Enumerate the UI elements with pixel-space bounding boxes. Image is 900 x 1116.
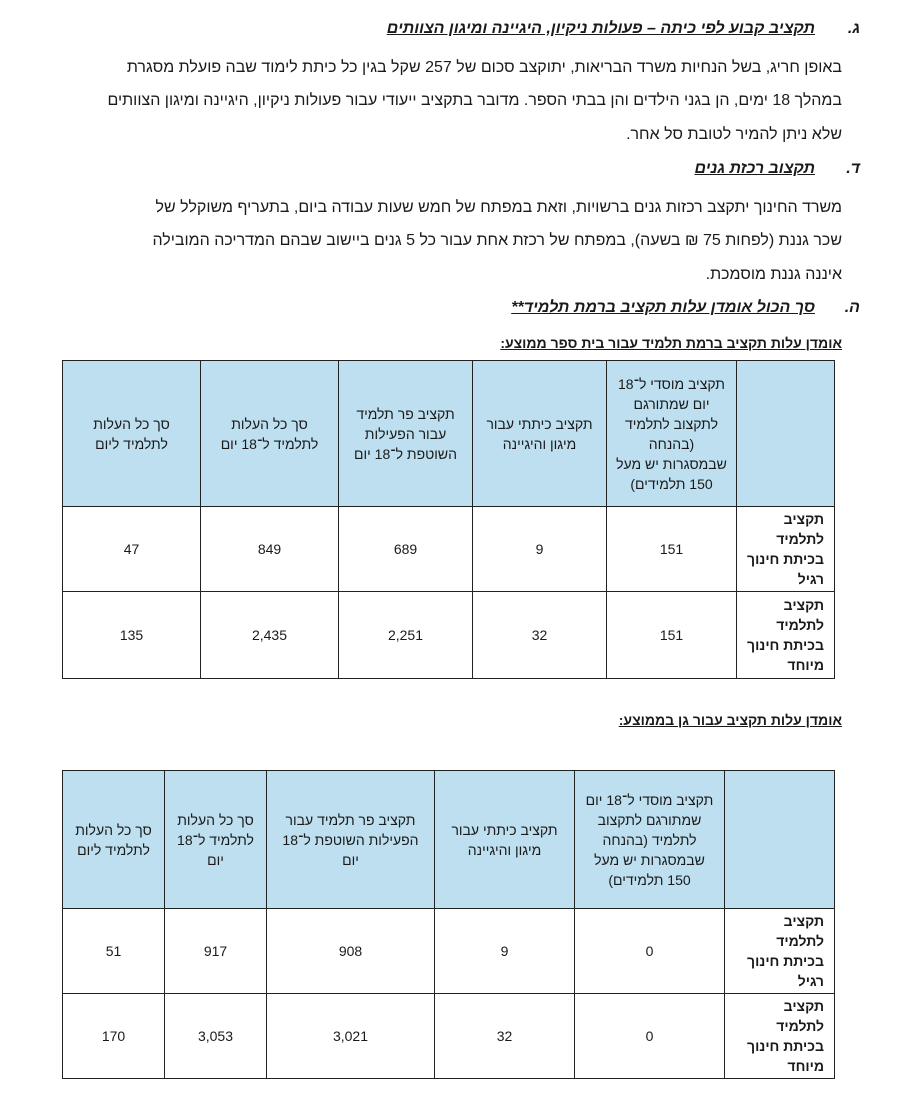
header-total-per-day: סך כל העלות לתלמיד ליום — [63, 361, 201, 507]
cell-activity: 908 — [267, 909, 435, 994]
cell-total-day: 47 — [63, 507, 201, 592]
section-g-line-3: שלא ניתן להמיר לטובת סל אחר. — [626, 126, 842, 143]
section-h-title: סך הכול אומדן עלות תקציב ברמת תלמיד** — [511, 299, 815, 316]
school-table-caption: אומדן עלות תקציב ברמת תלמיד עבור בית ספר ממוצע: — [500, 335, 842, 351]
cell-institutional: 151 — [607, 592, 737, 679]
cell-hygiene: 32 — [435, 994, 575, 1079]
cell-hygiene: 9 — [435, 909, 575, 994]
table-row — [63, 507, 835, 592]
section-d-marker: ד. — [846, 160, 860, 177]
cell-activity: 3,021 — [267, 994, 435, 1079]
school-budget-table — [62, 360, 835, 679]
cell-institutional: 0 — [575, 909, 725, 994]
section-d-line-1: משרד החינוך יתקצב רכזות גנים ברשויות, וזאת במפתח של חמש שעות עבודה ביום, בתעריף משוקלל של — [155, 199, 842, 216]
cell-total-day: 170 — [63, 994, 165, 1079]
cell-institutional: 0 — [575, 994, 725, 1079]
section-g-line-1: באופן חריג, בשל הנחיות משרד הבריאות, יתוקצב סכום של 257 שקל בגין כל כיתת לימוד שבה פועלת מסגרת — [126, 59, 842, 76]
header-total-18-days: סך כל העלות לתלמיד ל־18 יום — [201, 361, 339, 507]
table-header-row — [63, 771, 835, 909]
table-header-row — [63, 361, 835, 507]
cell-activity: 689 — [339, 507, 473, 592]
section-d-title: תקצוב רכזת גנים — [694, 160, 815, 177]
section-g-marker: ג. — [847, 20, 860, 37]
cell-total-18: 849 — [201, 507, 339, 592]
cell-hygiene: 9 — [473, 507, 607, 592]
header-class-hygiene-budget: תקציב כיתתי עבור מיגון והיגיינה — [435, 771, 575, 909]
row-label-special: תקציב לתלמיד בכיתת חינוך מיוחד — [725, 994, 835, 1079]
table-row — [63, 592, 835, 679]
table-row — [63, 909, 835, 994]
header-cell-empty — [737, 361, 835, 507]
header-total-per-day: סך כל העלות לתלמיד ליום — [63, 771, 165, 909]
row-label-regular: תקציב לתלמיד בכיתת חינוך רגיל — [725, 909, 835, 994]
cell-total-day: 51 — [63, 909, 165, 994]
cell-total-18: 3,053 — [165, 994, 267, 1079]
section-g-title: תקציב קבוע לפי כיתה – פעולות ניקיון, היגיינה ומיגון הצוותים — [386, 20, 815, 37]
cell-total-day: 135 — [63, 592, 201, 679]
kindergarten-budget-table — [62, 770, 835, 1079]
table-row — [63, 994, 835, 1079]
section-d-line-2: שכר גננת (לפחות 75 ₪ בשעה), במפתח של רכזת אחת עבור כל 5 גנים ביישוב שבהם המדריכה המובילה — [152, 232, 842, 249]
cell-activity: 2,251 — [339, 592, 473, 679]
row-label-regular: תקציב לתלמיד בכיתת חינוך רגיל — [737, 507, 835, 592]
header-institutional-budget: תקציב מוסדי ל־18 יום שמתורגם לתקצוב לתלמיד (בהנחה שבמסגרות יש מעל 150 תלמידים) — [607, 361, 737, 507]
section-g-line-2: במהלך 18 ימים, הן בגני הילדים והן בבתי הספר. מדובר בתקציב ייעודי עבור פעולות ניקיון, היגיינה ומיגון הצוותים — [107, 92, 842, 109]
section-h-marker: ה. — [844, 299, 860, 316]
header-institutional-budget: תקציב מוסדי ל־18 יום שמתורגם לתקצוב לתלמיד (בהנחה שבמסגרות יש מעל 150 תלמידים) — [575, 771, 725, 909]
cell-total-18: 917 — [165, 909, 267, 994]
header-total-18-days: סך כל העלות לתלמיד ל־18 יום — [165, 771, 267, 909]
header-class-hygiene-budget: תקציב כיתתי עבור מיגון והיגיינה — [473, 361, 607, 507]
kindergarten-table-caption: אומדן עלות תקציב עבור גן בממוצע: — [618, 712, 842, 728]
header-per-student-activity: תקציב פר תלמיד עבור הפעילות השוטפת ל־18 יום — [339, 361, 473, 507]
section-d-line-3: איננה גננת מוסמכת. — [705, 266, 842, 283]
cell-institutional: 151 — [607, 507, 737, 592]
cell-total-18: 2,435 — [201, 592, 339, 679]
header-cell-empty — [725, 771, 835, 909]
row-label-special: תקציב לתלמיד בכיתת חינוך מיוחד — [737, 592, 835, 679]
header-per-student-activity: תקציב פר תלמיד עבור הפעילות השוטפת ל־18 יום — [267, 771, 435, 909]
cell-hygiene: 32 — [473, 592, 607, 679]
